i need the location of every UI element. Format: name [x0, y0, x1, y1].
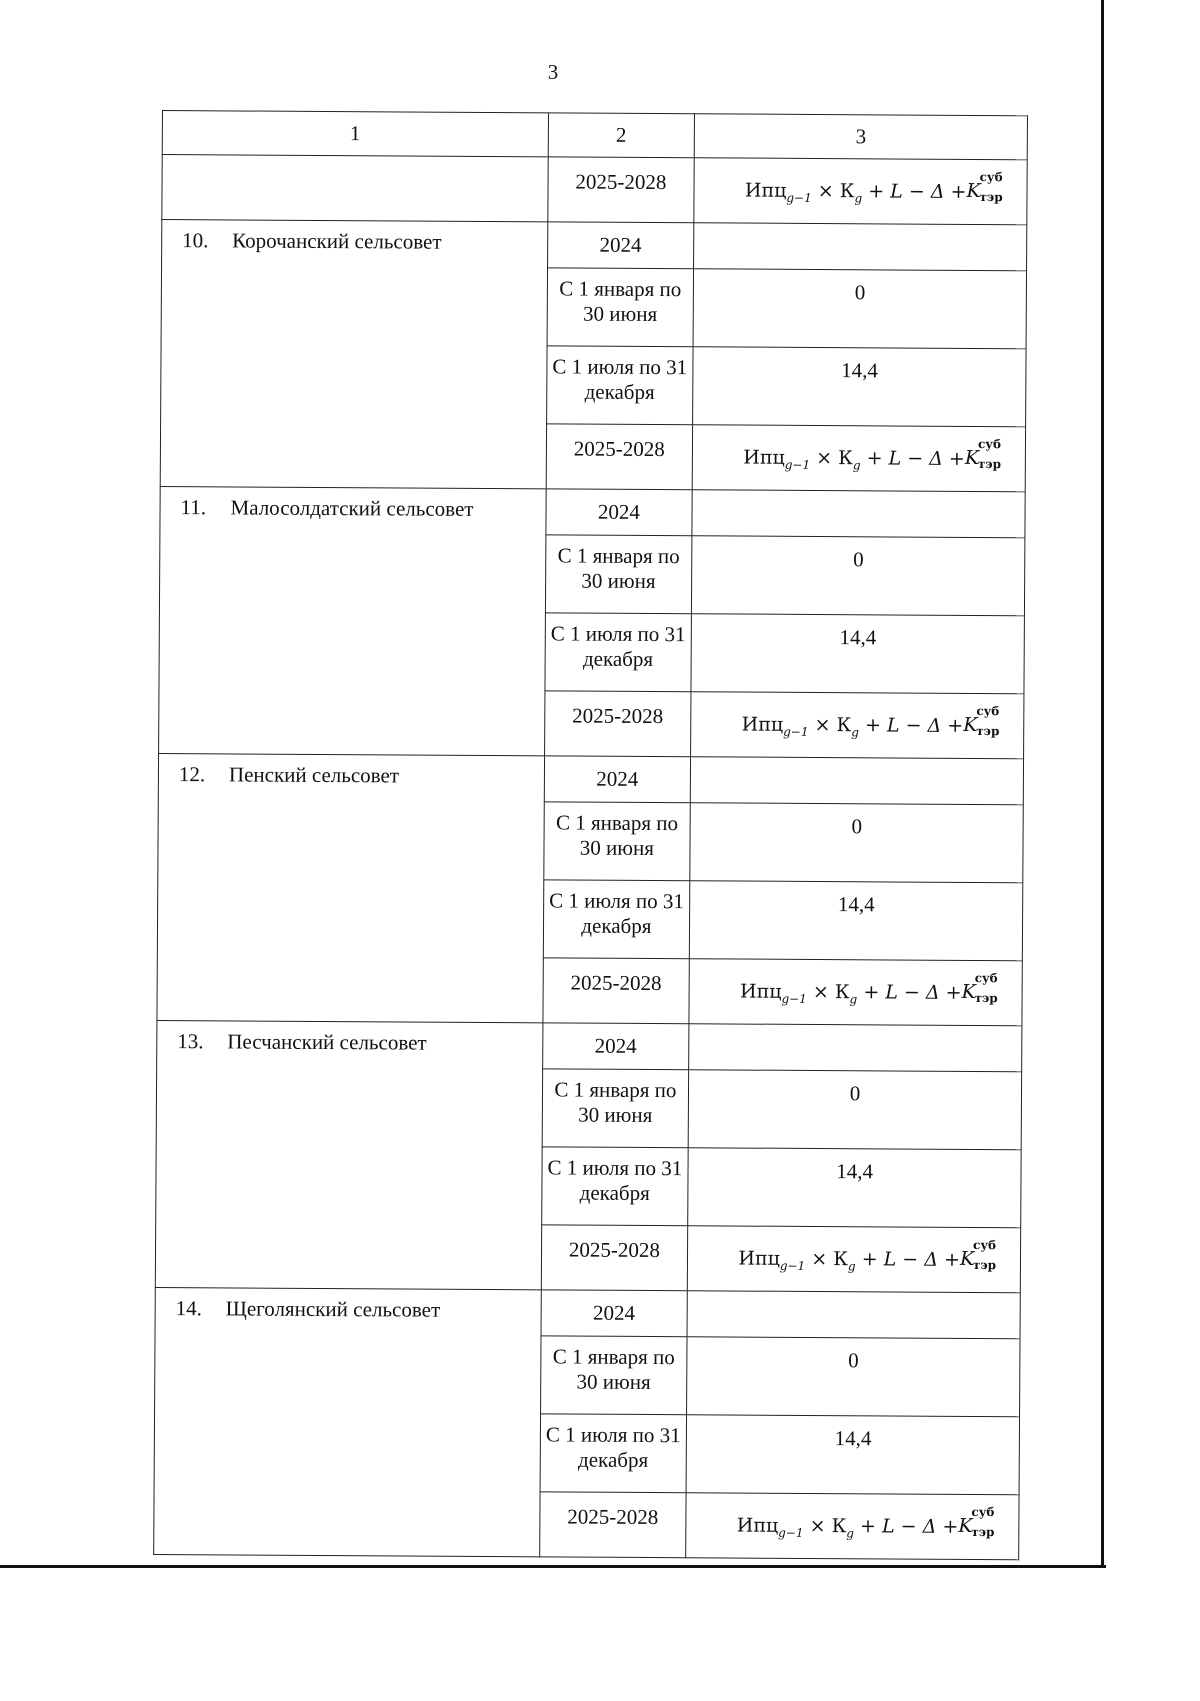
row-number: 12. [178, 762, 206, 787]
settlement-name: Песчанский сельсовет [227, 1029, 427, 1055]
column-header-2: 2 [548, 113, 695, 158]
value-cell: 0 [692, 536, 1025, 616]
scan-edge-bottom [0, 1565, 1106, 1568]
formula-k-ter [959, 1237, 997, 1273]
table-row [158, 753, 1023, 804]
formula-lower: тэр [971, 1524, 995, 1540]
formula-k2: K [964, 446, 980, 469]
year-cell: 2024 [542, 1023, 689, 1070]
period-cell: С 1 января по 30 июня [540, 1336, 687, 1415]
formula-k: К [833, 1248, 849, 1271]
formula-lower: тэр [974, 990, 998, 1006]
scan-edge-right [1101, 0, 1104, 1568]
formula-base: Ипц [738, 1247, 780, 1270]
formula-sup: суб [976, 703, 1000, 719]
empty-value-cell [687, 1291, 1020, 1339]
formula-times: × [809, 1514, 826, 1538]
formula-base: Ипц [739, 980, 782, 1003]
formula-sub: g [851, 725, 859, 740]
formula-sub: g−1 [778, 1525, 804, 1540]
formula-sub: g−1 [779, 1258, 806, 1273]
value-cell: 14,4 [693, 347, 1026, 427]
value-cell: 14,4 [686, 1415, 1019, 1495]
period-cell: С 1 июля по 31 декабря [543, 880, 690, 959]
formula-sup: суб [974, 970, 998, 986]
row-number: 14. [175, 1296, 203, 1321]
value-cell: 14,4 [688, 1148, 1021, 1228]
value-cell: 0 [688, 1070, 1021, 1150]
formula-sub: g [854, 191, 863, 206]
formula-base: Ипц [743, 446, 785, 469]
formula-sub: g [846, 1526, 855, 1541]
year-range-cell: 2025-2028 [539, 1492, 686, 1558]
page-number: 3 [547, 60, 559, 84]
year-cell: 2024 [544, 756, 691, 803]
formula-times: × [814, 713, 831, 737]
formula-k2: K [961, 980, 976, 1003]
table-body [154, 155, 1028, 1560]
formula-k: К [839, 180, 855, 203]
formula-k: К [831, 1515, 847, 1538]
value-cell: 0 [687, 1337, 1020, 1417]
formula-k2: K [963, 713, 978, 736]
formula-sub: g [847, 1259, 856, 1274]
settlement-name-cell [155, 1020, 542, 1289]
formula-rest: + L − Δ + [863, 981, 962, 1004]
empty-value-cell [689, 1024, 1022, 1072]
formula-sub: g−1 [786, 190, 812, 205]
value-cell: 14,4 [691, 614, 1024, 694]
row-number: 11. [180, 495, 207, 520]
empty-value-cell [692, 490, 1025, 538]
formula-lower: тэр [976, 723, 1000, 739]
row-number: 10. [182, 228, 209, 253]
period-cell: С 1 июля по 31 декабря [546, 346, 693, 425]
settlement-name-cell [157, 753, 544, 1022]
formula-cell [686, 1493, 1019, 1560]
formula-sub: g [852, 458, 861, 473]
period-cell: С 1 июля по 31 декабря [545, 613, 692, 692]
period-cell: С 1 января по 30 июня [545, 535, 692, 614]
value-cell: 0 [693, 269, 1026, 349]
formula-k2: K [959, 1247, 975, 1270]
period-cell: С 1 июля по 31 декабря [540, 1414, 687, 1493]
formula-sub: g−1 [781, 991, 807, 1006]
year-range-cell: 2025-2028 [544, 691, 691, 757]
formula-k-ter [964, 436, 1002, 472]
value-cell: 14,4 [690, 881, 1023, 961]
formula-k: К [834, 981, 850, 1004]
empty-cell [162, 155, 548, 222]
formula-times: × [811, 1247, 828, 1271]
formula-k: К [836, 714, 852, 737]
year-range-cell: 2025-2028 [541, 1225, 688, 1291]
formula-lower: тэр [977, 456, 1002, 472]
formula-sup: суб [977, 436, 1002, 452]
formula-base: Ипц [741, 713, 784, 736]
formula-times: × [812, 980, 829, 1004]
table-header-row [162, 111, 1027, 160]
empty-value-cell [694, 223, 1027, 271]
year-range-cell: 2025-2028 [542, 958, 689, 1024]
year-range-cell: 2025-2028 [546, 424, 693, 490]
formula-sup: суб [973, 1237, 997, 1253]
table-row [162, 220, 1027, 271]
formula-sub: g−1 [783, 724, 809, 739]
settlement-name: Щеголянский сельсовет [225, 1296, 441, 1322]
formula-sub: g [849, 992, 858, 1007]
table-row [155, 1287, 1020, 1338]
formula-base: Ипц [736, 1514, 779, 1537]
year-range-cell: 2025-2028 [547, 157, 694, 223]
formula-times: × [816, 447, 833, 470]
formula-sup: суб [971, 1504, 995, 1520]
formula-times: × [817, 180, 834, 203]
formula-rest: + L − Δ + [866, 447, 965, 470]
formula-base: Ипц [744, 179, 787, 202]
settlement-name: Малосолдатский сельсовет [230, 495, 474, 521]
settlement-name-cell [154, 1287, 541, 1556]
row-number: 13. [177, 1029, 204, 1054]
formula-cell [692, 425, 1025, 492]
formula-k-ter [958, 1504, 995, 1540]
formula-rest: + L − Δ + [860, 1515, 959, 1538]
period-cell: С 1 января по 30 июня [547, 268, 694, 347]
formula-rest: + L − Δ + [864, 714, 964, 737]
formula-k: К [838, 447, 853, 470]
settlement-name-cell [160, 220, 547, 489]
year-cell: 2024 [547, 222, 694, 269]
formula-k2: K [966, 179, 981, 203]
settlement-name-cell [159, 486, 546, 755]
formula-k-ter [961, 970, 998, 1006]
continuation-row [162, 155, 1027, 225]
tariff-table [153, 110, 1028, 1560]
settlement-name: Пенский сельсовет [228, 762, 400, 788]
year-cell: 2024 [545, 489, 692, 536]
formula-k-ter [963, 703, 1000, 739]
formula-rest: + L − Δ + [868, 180, 967, 203]
empty-value-cell [690, 757, 1023, 805]
settlement-name: Корочанский сельсовет [232, 228, 442, 254]
table-row [157, 1020, 1022, 1071]
formula-sub: g−1 [784, 457, 811, 472]
period-cell: С 1 января по 30 июня [543, 802, 690, 881]
year-cell: 2024 [541, 1290, 688, 1337]
column-header-3: 3 [694, 114, 1027, 160]
value-cell: 0 [690, 803, 1023, 883]
formula-sup: суб [979, 169, 1003, 185]
formula-cell [691, 692, 1024, 759]
formula-lower: тэр [972, 1257, 997, 1273]
formula-k-ter [966, 169, 1003, 205]
table-row [160, 486, 1025, 537]
period-cell: С 1 июля по 31 декабря [541, 1147, 688, 1226]
formula-k2: K [958, 1514, 973, 1537]
period-cell: С 1 января по 30 июня [542, 1069, 689, 1148]
formula-cell [687, 1226, 1020, 1293]
formula-cell [689, 959, 1022, 1026]
formula-rest: + L − Δ + [861, 1248, 961, 1271]
column-header-1: 1 [162, 111, 548, 157]
formula-cell [694, 158, 1027, 225]
formula-lower: тэр [979, 189, 1003, 205]
